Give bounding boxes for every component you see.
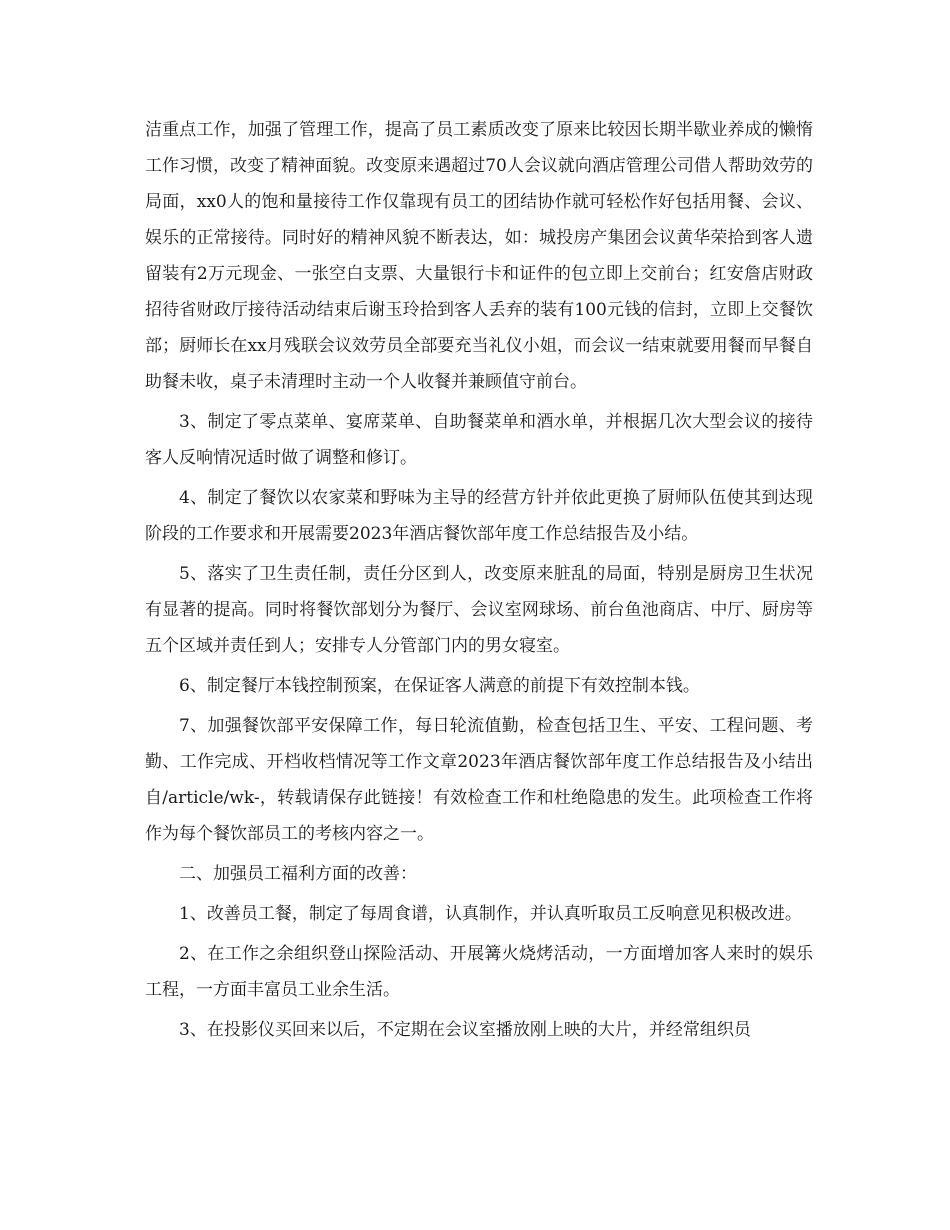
paragraph-item-6-cost: 6、制定餐厅本钱控制预案，在保证客人满意的前提下有效控制本钱。 — [179, 676, 700, 696]
document-body — [145, 112, 813, 1052]
paragraph-item-7-safety: 7、加强餐饮部平安保障工作，每日轮流值勤，检查包括卫生、平安、工程问题、考勤、工作完成、开档收档情况等工作文章2023年酒店餐饮部年度工作总结报告及小结出自/article/wk-，转载请保存此链接！有效检查工作和杜绝隐患的发生。此项检查工作将作为每个餐饮部员工的考核内容之一。 — [145, 716, 813, 844]
paragraph-continuation: 洁重点工作，加强了管理工作，提高了员工素质改变了原来比较因长期半歇业养成的懒惰工作习惯，改变了精神面貌。改变原来遇超过70人会议就向酒店管理公司借人帮助效劳的局面，xx0人的饱和量接待工作仅靠现有员工的团结协作就可轻松作好包括用餐、会议、娱乐的正常接待。同时好的精神风貌不断表达，如：城投房产集团会议黄华荣拾到客人遗留装有2万元现金、一张空白支票、大量银行卡和证件的包立即上交前台；红安詹店财政招待省财政厅接待活动结束后谢玉玲拾到客人丢弃的装有100元钱的信封，立即上交餐饮部；厨师长在xx月残联会议效劳员全部要充当礼仪小姐，而会议一结束就要用餐而早餐自助餐未收，桌子未清理时主动一个人收餐并兼顾值守前台。 — [145, 120, 813, 392]
paragraph-item-3-menus: 3、制定了零点菜单、宴席菜单、自助餐菜单和酒水单，并根据几次大型会议的接待客人反响情况适时做了调整和修订。 — [145, 412, 813, 468]
paragraph-item-4-policy: 4、制定了餐饮以农家菜和野味为主导的经营方针并依此更换了厨师队伍使其到达现阶段的工作要求和开展需要2023年酒店餐饮部年度工作总结报告及小结。 — [145, 488, 813, 544]
paragraph-welfare-2-activities: 2、在工作之余组织登山探险活动、开展篝火烧烤活动，一方面增加客人来时的娱乐工程，一方面丰富员工业余生活。 — [145, 944, 813, 1000]
section-heading-welfare: 二、加强员工福利方面的改善： — [179, 864, 417, 884]
paragraph-welfare-3-projector: 3、在投影仪买回来以后，不定期在会议室播放刚上映的大片，并经常组织员 — [179, 1020, 751, 1040]
paragraph-welfare-1-meals: 1、改善员工餐，制定了每周食谱，认真制作，并认真听取员工反响意见积极改进。 — [179, 904, 802, 924]
paragraph-item-5-hygiene: 5、落实了卫生责任制，责任分区到人，改变原来脏乱的局面，特别是厨房卫生状况有显著的提高。同时将餐饮部划分为餐厅、会议室网球场、前台鱼池商店、中厅、厨房等五个区域并责任到人；安排专人分管部门内的男女寝室。 — [145, 564, 813, 656]
